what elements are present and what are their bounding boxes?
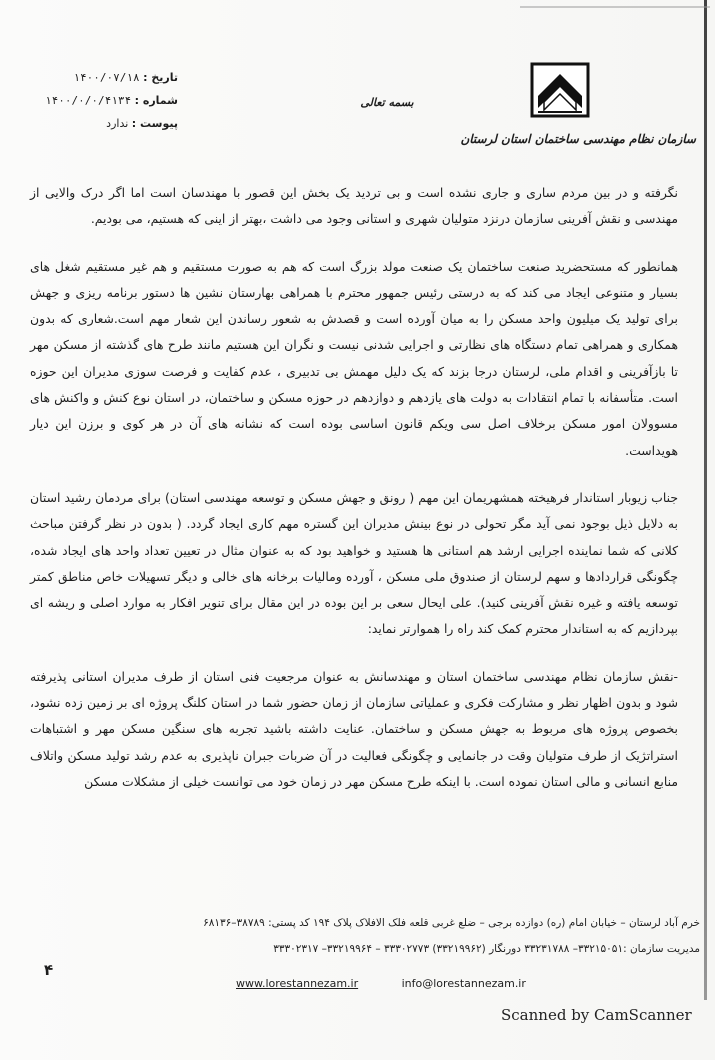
page-number: ۴ <box>44 961 54 979</box>
attachment-label: پیوست : <box>131 117 178 130</box>
footer-links <box>236 977 566 990</box>
page-edge-top <box>520 6 710 8</box>
date-value: ۱۴۰۰/۰۷/۱۸ <box>73 71 140 84</box>
paragraph-2-part-a: همانطور که مستحضرید صنعت ساختمان یک صنعت مولد بزرگ است که هم به صورت مستقیم و هم غیر مستقیم شغل های بسیار و متنوعی ایجاد می کند که به درستی رئیس جمهور محترم با همراهی بهارستان نشین ها دستور برنامه ریزی و جهش برای تولید یک میلیون واحد مسکن <box>30 258 678 327</box>
paragraph-2 <box>30 254 678 464</box>
number-line <box>28 89 178 112</box>
organization-logo-icon <box>530 62 590 118</box>
page-edge <box>704 0 707 1000</box>
letter-footer <box>100 910 700 962</box>
organization-name: سازمان نظام مهندسی ساختمان استان لرستان <box>460 132 696 146</box>
attachment-line <box>28 112 178 135</box>
basmala: بسمه تعالی <box>360 96 414 109</box>
website-link[interactable]: www.lorestannezam.ir <box>236 977 359 990</box>
number-label: شماره : <box>134 94 178 107</box>
letter-body <box>30 180 678 816</box>
date-line <box>28 66 178 89</box>
paragraph-2-part-b: را به میان آورده است و قصدش به شعور رساندن این شعار مهم است.شعاری که بدون همکاری و همراهی تمام دستگاه های نظارتی و اجرایی شدنی نیست و نگران این هستیم مانند طرح های گذشته از مسکن مهر تا بازآفرینی و اقدام ملی، لرستان درجا بزند که یک دلیل مهمش بی تدبیری ، عدم کفایت و فرصت سوزی مدیران این حوزه است. متأسفانه با تمام انتقادات به دولت های یازدهم و دوازدهم در حوزه مسکن و ساختمان، در استان نوع کنش و واکنش های مسوولان امور مسکن برخلاف اصل سی ویکم قانون اساسی بوده است که نشانه های آن در هر کوی و برزن این دیار هویداست. <box>30 311 678 458</box>
scanner-watermark: Scanned by CamScanner <box>501 1006 692 1024</box>
footer-address: خرم آباد لرستان – خیابان امام (ره) دوازده برجی – ضلع غربی قلعه فلک الافلاک پلاک ۱۹۴ کد پستی: ۳۸۷۸۹–۶۸۱۳۶ <box>203 917 700 929</box>
number-value: ۱۴۰۰/۰/۰/۴۱۳۴ <box>45 94 132 107</box>
paragraph-1: نگرفته و در بین مردم ساری و جاری نشده است و بی تردید یک بخش این قصور با مهندسان است اما اگر درک والایی از مهندسی و نقش آفرینی سازمان درنزد متولیان شهری و استانی وجود می داشت ،بهتر از اینی که هستیم، می بودیم. <box>30 185 678 227</box>
attachment-value: ندارد <box>106 117 129 130</box>
paragraph-3: جناب زیوبار استاندار فرهیخته همشهریمان این مهم ( رونق و جهش مسکن و توسعه مهندسی استان) برای مردمان رشید استان به دلایل ذیل بوجود نمی آید مگر تحولی در نوع بینش مدیران این گستره مهم کاری ایجاد گردد. ( بدون در نظر گرفتن مباحث کلانی که شما نماینده اجرایی ارشد هم استانی ها هستید و خواهید بود که به عنوان مثال در تعیین تعداد واحد های ایجاد شده، چگونگی قراردادها و سهم لرستان از صندوق ملی مسکن ، آورده ومالیات برخانه های خالی و دیگر تسهیلات خاص مناطق کمتر توسعه یافته و غیره نقش آفرینی کنید). علی ایحال سعی بر این بوده در این مقال برای تنویر افکار به موارد اصلی و ریشه ای بپردازیم که به استاندار محترم کمک کند راه را هموارتر نماید: <box>30 489 678 637</box>
date-label: تاریخ : <box>143 71 178 84</box>
email-link[interactable]: info@lorestannezam.ir <box>401 977 526 990</box>
footer-phones: مدیریت سازمان :۳۳۲۱۵۰۵۱– ۳۳۲۳۱۷۸۸ دورنگار (۳۳۲۱۹۹۶۲) ۳۳۳۰۲۷۷۳ – ۳۳۲۱۹۹۶۴– ۳۳۳۰۲۳۱۷ <box>273 943 700 955</box>
letter-meta <box>28 66 178 135</box>
paragraph-4: -نقش سازمان نظام مهندسی ساختمان استان و مهندسانش به عنوان مرجعیت فنی استان از طرف مدیران استانی پذیرفته شود و بدون اظهار نظر و مشارکت فکری و عملیاتی سازمان از زمان حضور شما در استان کلنگ پروژه ای بر زمین زده نشود، بخصوص پروژه های مربوط به جهش مسکن و ساختمان. عنایت داشته باشید تجربه های سنگین مسکن مهر و اشتباهات استراتژیک از طرف متولیان وقت در جانمایی و چگونگی فعالیت در آن ضربات جبران ناپذیری به عدم رشد تولید مسکن واتلاف منابع انسانی و مالی استان نموده است. با اینکه طرح مسکن مهر در زمان خود می توانست خیلی از مشکلات مسکن <box>30 668 678 789</box>
